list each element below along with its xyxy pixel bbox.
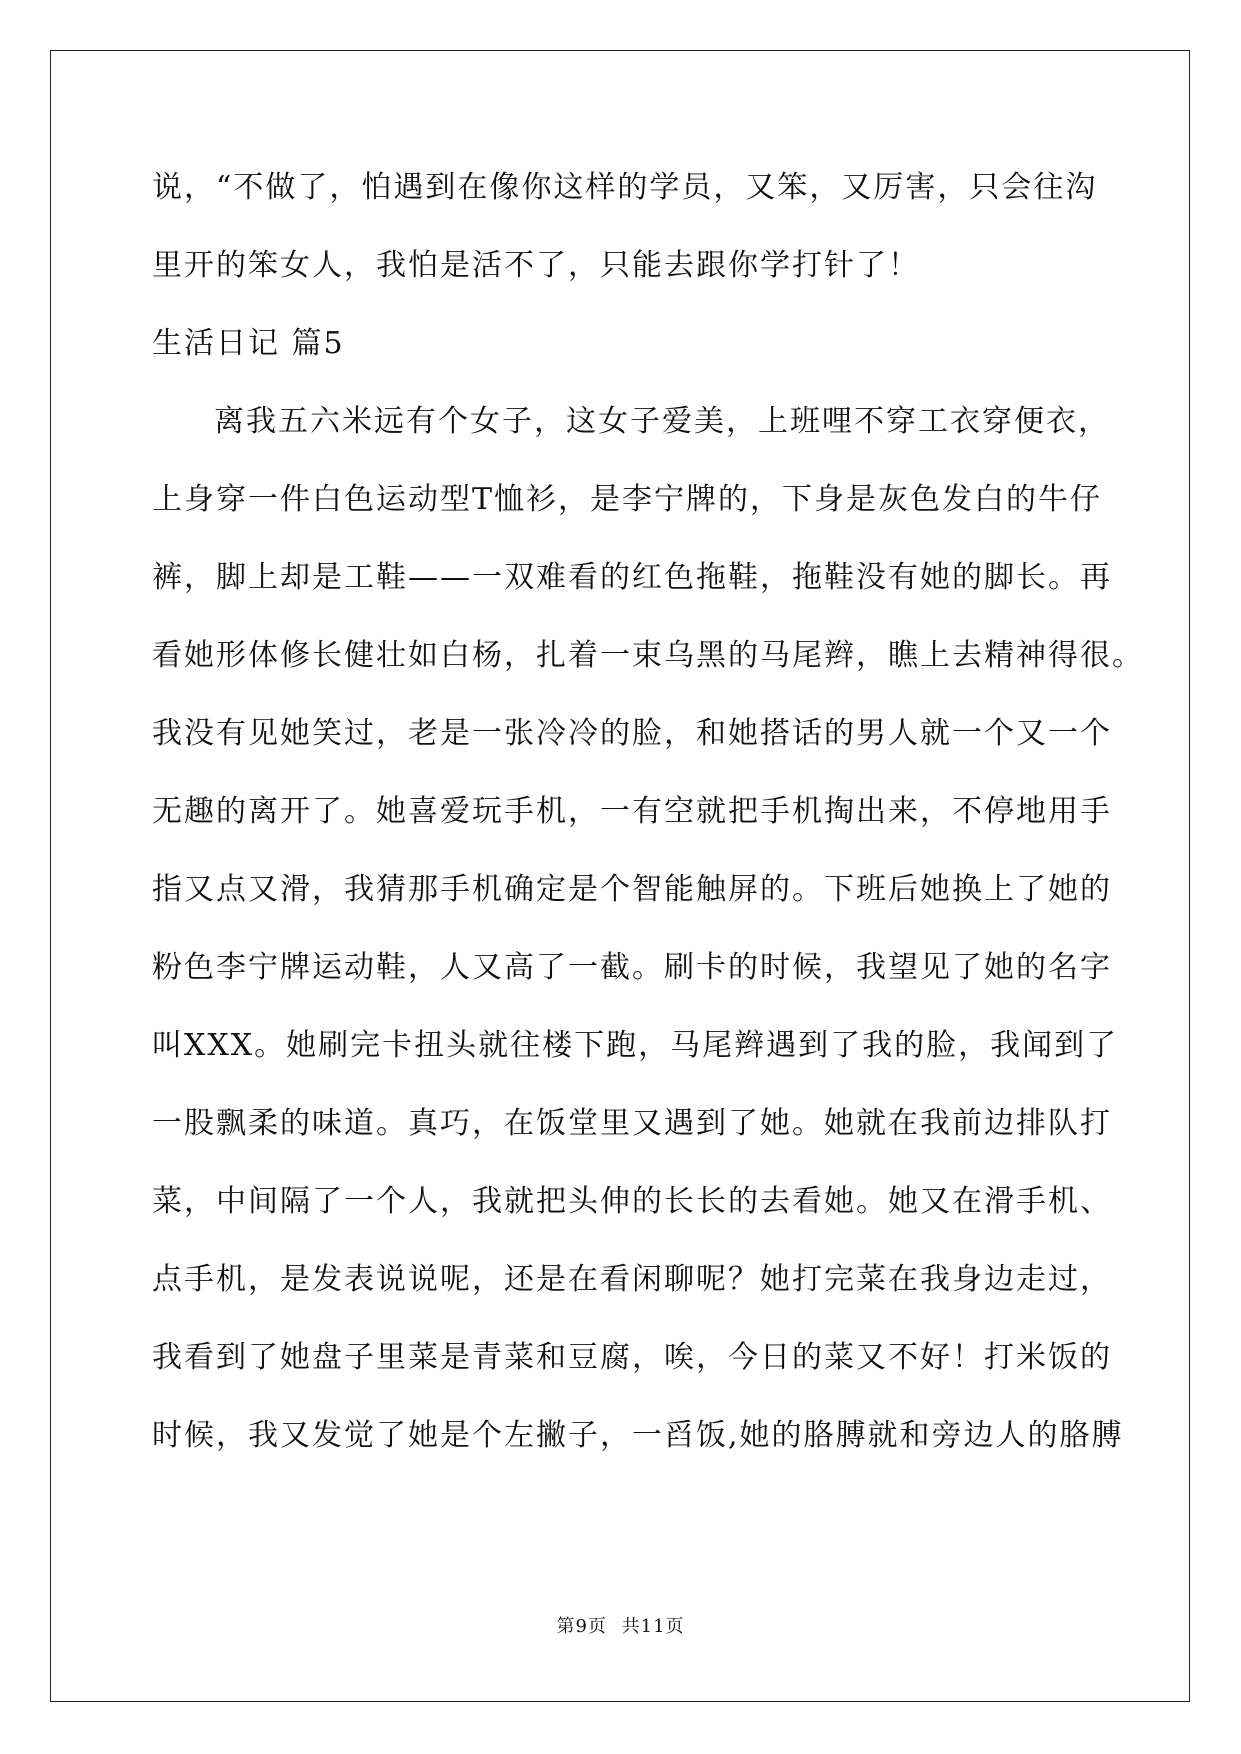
text-line: 上身穿一件白色运动型T恤衫，是李宁牌的，下身是灰色发白的牛仔: [152, 482, 1103, 517]
text-line: 裤，脚上却是工鞋——一双难看的红色拖鞋，拖鞋没有她的脚长。再: [152, 560, 1112, 595]
text-line: 菜，中间隔了一个人，我就把头伸的长长的去看她。她又在滑手机、: [152, 1184, 1112, 1219]
text-line: 叫XXX。她刷完卡扭头就往楼下跑，马尾辫遇到了我的脸，我闻到了: [152, 1028, 1119, 1063]
text-line: 无趣的离开了。她喜爱玩手机，一有空就把手机掏出来，不停地用手: [152, 794, 1112, 829]
text-line: 指又点又滑，我猜那手机确定是个智能触屏的。下班后她换上了她的: [152, 872, 1112, 907]
document-body: [152, 162, 1144, 1488]
page-number: 第9页: [556, 1616, 607, 1637]
page-footer: [0, 1612, 1241, 1638]
text-line: 我没有见她笑过，老是一张冷冷的脸，和她搭话的男人就一个又一个: [152, 716, 1112, 751]
text-line: 我看到了她盘子里菜是青菜和豆腐，唉，今日的菜又不好！打米饭的: [152, 1340, 1112, 1375]
text-line: 看她形体修长健壮如白杨，扎着一束乌黑的马尾辫，瞧上去精神得很。: [152, 638, 1144, 673]
section-heading: 生活日记 篇5: [152, 326, 345, 361]
text-line: 说，“不做了，怕遇到在像你这样的学员，又笨，又厉害，只会往沟: [152, 170, 1098, 205]
text-line: 离我五六米远有个女子，这女子爱美，上班哩不穿工衣穿便衣，: [214, 404, 1110, 439]
text-line: 点手机，是发表说说呢，还是在看闲聊呢？她打完菜在我身边走过，: [152, 1262, 1112, 1297]
text-line: 一股飘柔的味道。真巧，在饭堂里又遇到了她。她就在我前边排队打: [152, 1106, 1112, 1141]
text-line: 时候，我又发觉了她是个左撇子，一舀饭,她的胳膊就和旁边人的胳膊: [152, 1418, 1124, 1453]
total-pages: 共11页: [621, 1616, 685, 1637]
text-line: 里开的笨女人，我怕是活不了，只能去跟你学打针了！: [152, 248, 920, 283]
text-line: 粉色李宁牌运动鞋，人又高了一截。刷卡的时候，我望见了她的名字: [152, 950, 1112, 985]
